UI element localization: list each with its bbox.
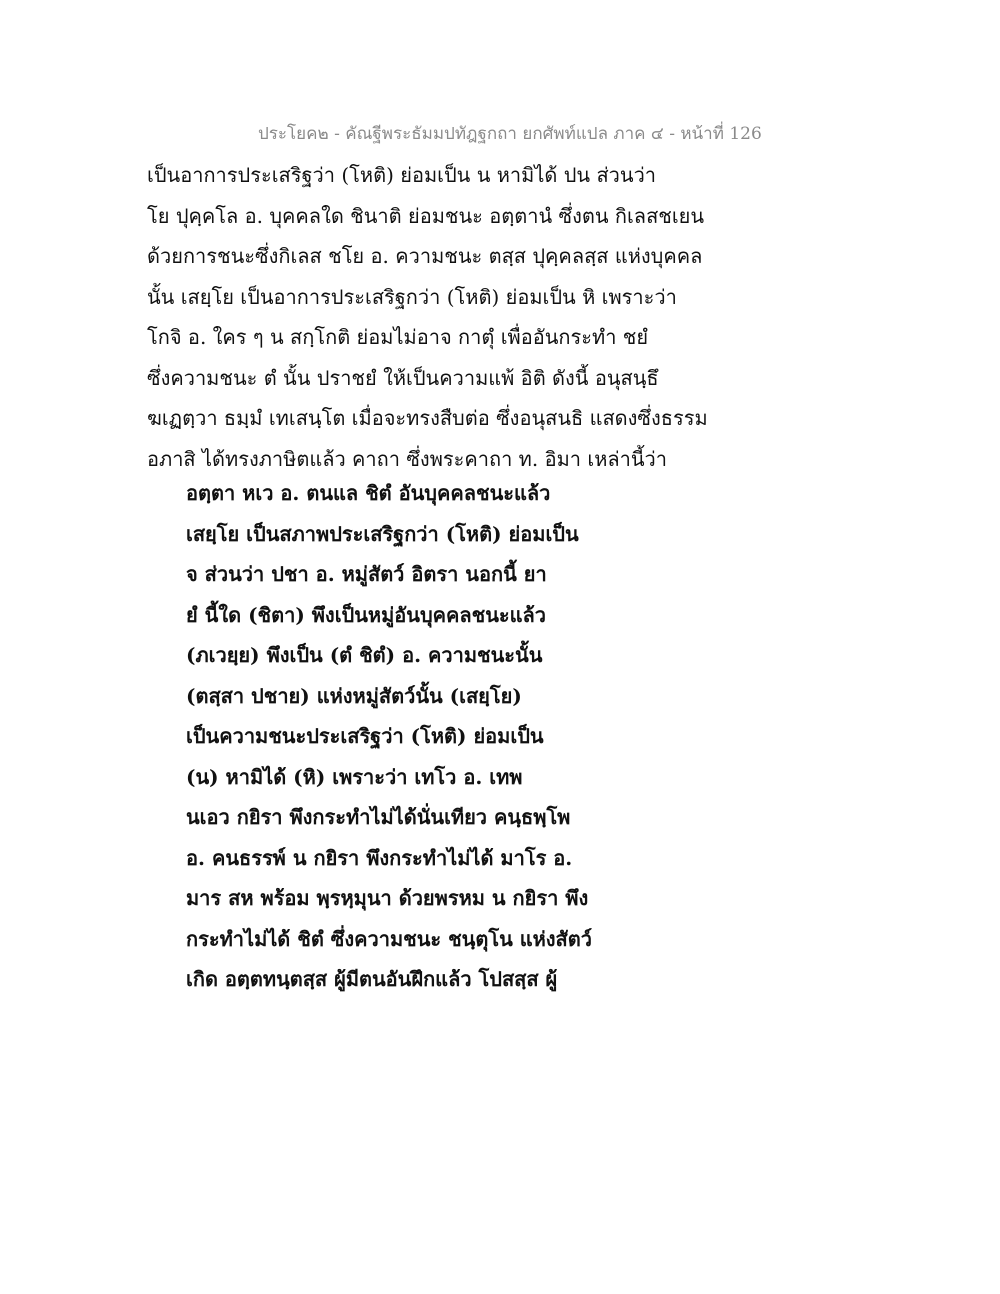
body-line: โกจิ อ. ใคร ๆ น สกฺโกติ ย่อมไม่อาจ กาตุํ เพื่ออันกระทำ ชยํ: [147, 325, 649, 349]
verse-block: [186, 473, 886, 1000]
verse-line: ยํ นี้ใด (ชิตา) พึงเป็นหมู่อันบุคคลชนะแล้ว: [186, 602, 547, 627]
page-header: ประโยค๒ - คัณฐีพระธัมมปทัฎฐกถา ยกศัพท์แปล ภาค ๔ - หน้าที่ 126: [258, 124, 762, 144]
body-line: ด้วยการชนะซึ่งกิเลส ชโย อ. ความชนะ ตสฺส ปุคฺคลสฺส แห่งบุคคล: [147, 244, 703, 268]
verse-line: กระทำไม่ได้ ชิตํ ซึ่งความชนะ ชนฺตุโน แห่งสัตว์: [186, 926, 592, 951]
body-line: อภาสิ ได้ทรงภาษิตแล้ว คาถา ซึ่งพระคาถา ท. อิมา เหล่านี้ว่า: [147, 446, 667, 471]
body-line: โย ปุคฺคโล อ. บุคคลใด ชินาติ ย่อมชนะ อตฺตานํ ซึ่งตน กิเลสชเยน: [147, 203, 705, 228]
body-line: เป็นอาการประเสริฐว่า (โหติ) ย่อมเป็น น หามิได้ ปน ส่วนว่า: [147, 163, 657, 187]
verse-line: เกิด อตฺตทนฺตสฺส ผู้มีตนอันฝึกแล้ว โปสสฺส ผู้: [186, 967, 558, 991]
verse-line: (ภเวยฺย) พึงเป็น (ตํ ชิตํ) อ. ความชนะนั้น: [186, 643, 543, 667]
verse-line: เสยฺโย เป็นสภาพประเสริฐกว่า (โหติ) ย่อมเป็น: [186, 521, 579, 546]
verse-line: อ. คนธรรพ์ น กยิรา พึงกระทำไม่ได้ มาโร อ.: [186, 845, 573, 870]
verse-line: มาร สห พร้อม พฺรหฺมุนา ด้วยพรหม น กยิรา พึง: [186, 886, 589, 910]
verse-line: นเอว กยิรา พึงกระทำไม่ได้นั่นเทียว คนฺธพฺโพ: [186, 805, 571, 829]
verse-line: เป็นความชนะประเสริฐว่า (โหติ) ย่อมเป็น: [186, 724, 544, 748]
verse-line: (น) หามิได้ (หิ) เพราะว่า เทโว อ. เทพ: [186, 764, 523, 789]
verse-line: (ตสฺสา ปชาย) แห่งหมู่สัตว์นั้น (เสยฺโย): [186, 683, 522, 708]
body-line: นั้น เสยฺโย เป็นอาการประเสริฐกว่า (โหติ) ย่อมเป็น หิ เพราะว่า: [147, 284, 677, 309]
verse-line: อตฺตา หเว อ. ตนแล ชิตํ อันบุคคลชนะแล้ว: [186, 481, 551, 505]
body-line: ซึ่งความชนะ ตํ นั้น ปราชยํ ให้เป็นความแพ้ อิติ ดังนี้ อนุสนฺธึ: [147, 365, 659, 390]
verse-line: จ ส่วนว่า ปชา อ. หมู่สัตว์ อิตรา นอกนี้ ยา: [186, 562, 547, 586]
body-line: ฆเฏตฺวา ธมฺมํ เทเสนฺโต เมื่อจะทรงสืบต่อ ซึ่งอนุสนธิ แสดงซึ่งธรรม: [147, 406, 708, 430]
body-paragraph: [147, 155, 847, 479]
